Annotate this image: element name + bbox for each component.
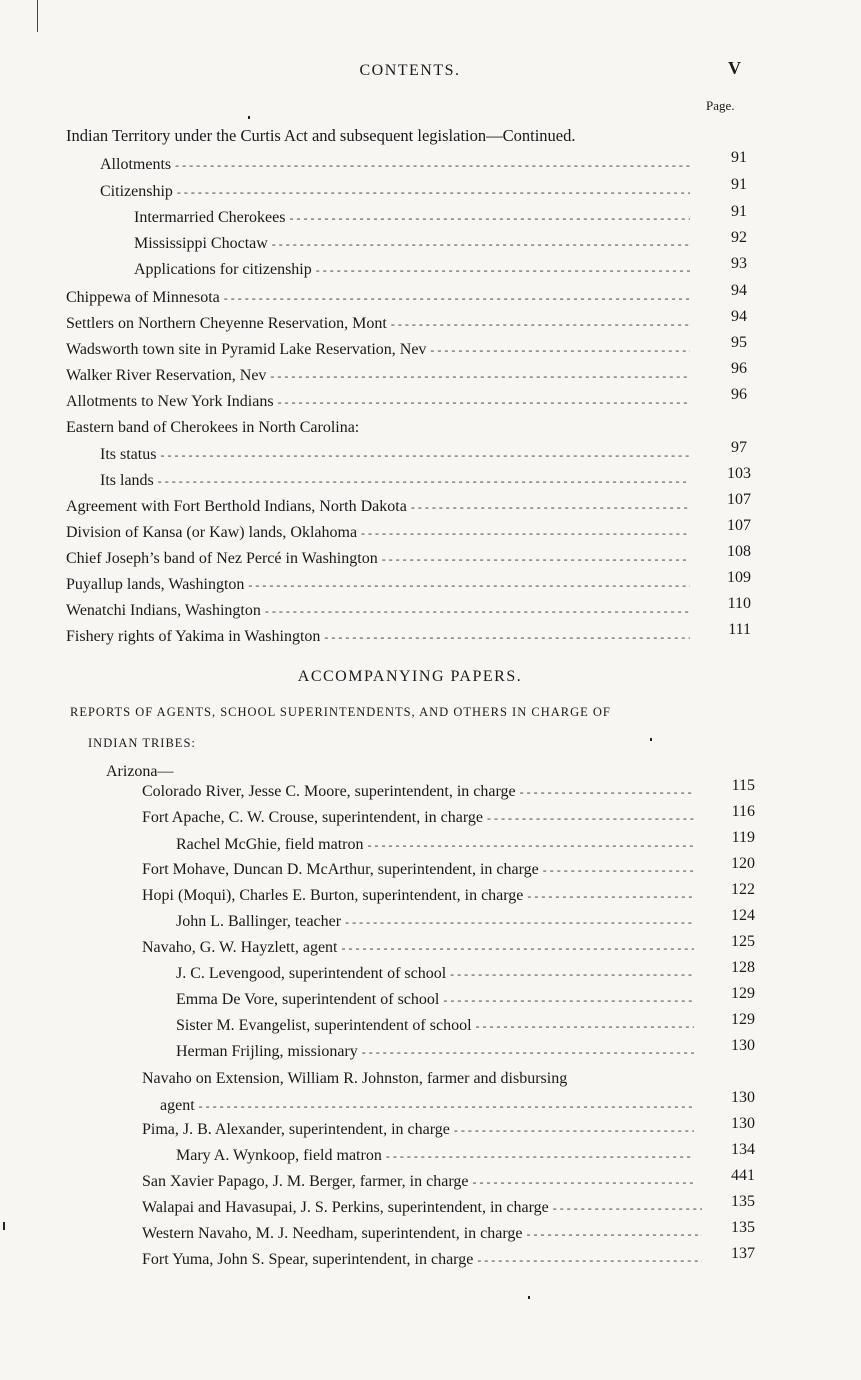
report-page: 125 <box>731 933 755 950</box>
toc-page: 108 <box>727 543 751 560</box>
toc-entry: Mississippi Choctaw - - - <box>134 234 694 254</box>
report-entry: San Xavier Papago, J. M. Berger, farmer, in charge - - - <box>142 1172 698 1192</box>
toc-page: 96 <box>731 360 747 377</box>
report-page: 130 <box>731 1089 755 1106</box>
page-number: V <box>728 58 741 78</box>
toc-page: 91 <box>731 149 747 166</box>
toc-page: 93 <box>731 255 747 272</box>
report-entry: Colorado River, Jesse C. Moore, superintendent, in charge - - - <box>142 782 698 802</box>
report-page: 130 <box>731 1115 755 1132</box>
report-page: 135 <box>731 1219 755 1236</box>
toc-entry: Puyallup lands, Washington - - - <box>66 575 694 595</box>
report-entry: J. C. Levengood, superintendent of school - - - <box>176 964 698 984</box>
print-speck <box>650 738 652 741</box>
report-page: 129 <box>731 985 755 1002</box>
reports-heading: REPORTS OF AGENTS, SCHOOL SUPERINTENDENTS, AND OTHERS IN CHARGE OF <box>70 705 611 719</box>
reports-heading-cont: INDIAN TRIBES: <box>88 736 196 750</box>
toc-entry: Agreement with Fort Berthold Indians, North Dakota - - - <box>66 497 694 517</box>
report-page: 134 <box>731 1141 755 1158</box>
print-speck <box>3 1222 5 1230</box>
toc-entry: Applications for citizenship - - - <box>134 260 694 280</box>
report-entry: Hopi (Moqui), Charles E. Burton, superintendent, in charge - - - <box>142 886 698 906</box>
toc-page: 91 <box>731 203 747 220</box>
report-entry: Fort Yuma, John S. Spear, superintendent, in charge - - - <box>142 1250 706 1270</box>
toc-entry: Settlers on Northern Cheyenne Reservation, Mont - - - <box>66 314 694 334</box>
report-entry: Emma De Vore, superintendent of school - - - <box>176 990 698 1010</box>
toc-entry: Walker River Reservation, Nev - - - <box>66 366 694 386</box>
report-page: 120 <box>731 855 755 872</box>
report-entry: Sister M. Evangelist, superintendent of school - - - <box>176 1016 698 1036</box>
toc-entry: Fishery rights of Yakima in Washington - - - <box>66 627 694 647</box>
toc-page: 103 <box>727 465 751 482</box>
toc-page: 97 <box>731 439 747 456</box>
report-entry: Pima, J. B. Alexander, superintendent, in charge - - - <box>142 1120 698 1140</box>
toc-entry: Its lands - - - <box>100 471 694 491</box>
toc-page: 92 <box>731 229 747 246</box>
report-page: 130 <box>731 1037 755 1054</box>
toc-entry: Allotments to New York Indians - - - <box>66 392 694 412</box>
toc-entry: Intermarried Cherokees - - - <box>134 208 694 228</box>
toc-page: 109 <box>727 569 751 586</box>
report-entry: Western Navaho, M. J. Needham, superintendent, in charge - - - <box>142 1224 706 1244</box>
report-entry: Fort Apache, C. W. Crouse, superintendent, in charge - - - <box>142 808 698 828</box>
toc-entry: Chief Joseph’s band of Nez Percé in Washington - - - <box>66 549 694 569</box>
report-page: 128 <box>731 959 755 976</box>
toc-entry: Division of Kansa (or Kaw) lands, Oklahoma - - - <box>66 523 694 543</box>
toc-entry: Chippewa of Minnesota - - - <box>66 288 694 308</box>
toc-entry: Wenatchi Indians, Washington - - - <box>66 601 694 621</box>
report-entry: Walapai and Havasupai, J. S. Perkins, superintendent, in charge - - - <box>142 1198 706 1218</box>
report-entry: Fort Mohave, Duncan D. McArthur, superintendent, in charge - - - <box>142 860 698 880</box>
toc-page: 107 <box>727 517 751 534</box>
report-page: 137 <box>731 1245 755 1262</box>
report-entry: Navaho, G. W. Hayzlett, agent - - - <box>142 938 698 958</box>
report-page: 129 <box>731 1011 755 1028</box>
state-heading: Arizona— <box>106 763 174 780</box>
toc-heading: Indian Territory under the Curtis Act and subsequent legislation—Continued. <box>66 126 576 145</box>
report-page: 116 <box>731 803 755 820</box>
page-title: CONTENTS. <box>359 62 461 79</box>
toc-page: 107 <box>727 491 751 508</box>
toc-page: 94 <box>731 308 747 325</box>
print-speck <box>528 1296 530 1299</box>
report-entry: Herman Frijling, missionary - - - <box>176 1042 698 1062</box>
report-entry: Mary A. Wynkoop, field matron - - - <box>176 1146 698 1166</box>
toc-page: 96 <box>731 386 747 403</box>
toc-page: 110 <box>727 595 751 612</box>
toc-entry: Allotments - - - <box>100 155 694 175</box>
report-entry: Navaho on Extension, William R. Johnston, farmer and disbursing <box>142 1070 568 1087</box>
report-page: 119 <box>731 829 755 846</box>
toc-subheading: Eastern band of Cherokees in North Carolina: <box>66 419 360 436</box>
report-page: 124 <box>731 907 755 924</box>
toc-entry: Wadsworth town site in Pyramid Lake Reservation, Nev - - - <box>66 340 694 360</box>
toc-page: 95 <box>731 334 747 351</box>
report-entry: agent - - - <box>160 1096 698 1116</box>
toc-entry: Citizenship - - - <box>100 182 694 202</box>
toc-page: 111 <box>728 621 751 638</box>
toc-page: 94 <box>731 282 747 299</box>
binding-edge <box>37 0 38 32</box>
toc-page: 91 <box>731 176 747 193</box>
print-speck <box>248 116 250 119</box>
report-page: 122 <box>731 881 755 898</box>
toc-entry: Its status - - - <box>100 445 694 465</box>
report-entry: Rachel McGhie, field matron - - - <box>176 835 698 855</box>
report-page: 115 <box>731 777 755 794</box>
section-title: ACCOMPANYING PAPERS. <box>297 668 523 685</box>
page-column-label: Page. <box>706 98 735 113</box>
report-entry: John L. Ballinger, teacher - - - <box>176 912 698 932</box>
report-page: 441 <box>731 1167 755 1184</box>
report-page: 135 <box>731 1193 755 1210</box>
